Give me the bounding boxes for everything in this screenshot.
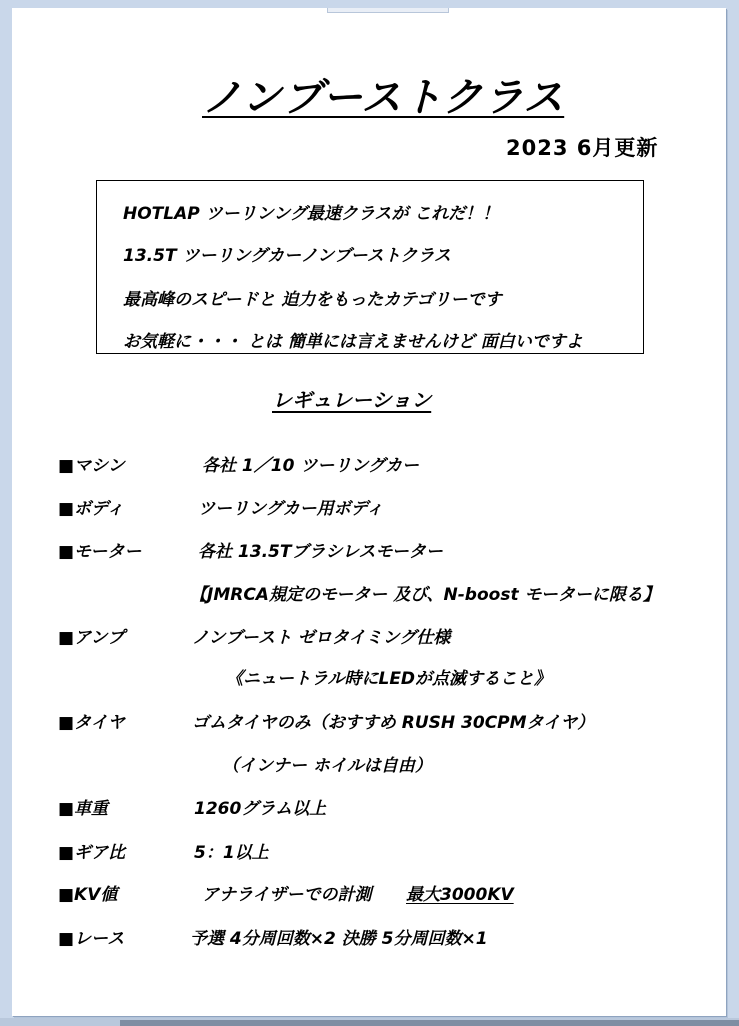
- tire-note: （インナー ホイルは自由）: [222, 756, 432, 776]
- tire-label: ■タイヤ: [58, 713, 125, 733]
- kv-value: アナライザーでの計測: [202, 885, 372, 905]
- body-value: ツーリングカー用ボディ: [198, 499, 384, 519]
- tire-value: ゴムタイヤのみ（おすすめ RUSH 30CPMタイヤ）: [192, 713, 595, 733]
- machine-value: 各社 1／10 ツーリングカー: [202, 456, 419, 476]
- weight-value: 1260グラム以上: [194, 799, 327, 819]
- document-page: [12, 8, 726, 1016]
- ruler-tab: [327, 8, 449, 13]
- update-note: 2023 6月更新: [506, 136, 659, 160]
- amp-note: 《ニュートラル時にLEDが点滅すること》: [226, 669, 552, 689]
- intro-line-3: 最高峰のスピードと 迫力をもったカテゴリーです: [123, 290, 502, 310]
- horizontal-scrollbar[interactable]: [0, 1018, 739, 1026]
- intro-line-4: お気軽に・・・ とは 簡単には言えませんけど 面白いですよ: [123, 332, 583, 352]
- body-label: ■ボディ: [58, 499, 124, 519]
- intro-box: [96, 180, 644, 354]
- amp-value: ノンブースト ゼロタイミング仕様: [192, 628, 451, 648]
- race-label: ■レース: [58, 929, 125, 949]
- gear-label: ■ギア比: [58, 843, 126, 863]
- regulation-heading: レギュレーション: [272, 388, 432, 412]
- amp-label: ■アンプ: [58, 628, 125, 648]
- motor-label: ■モーター: [58, 542, 142, 562]
- kv-max-value: 最大3000KV: [406, 885, 514, 905]
- page-title: ノンブーストクラス: [202, 75, 565, 121]
- race-value: 予選 4分周回数×2 決勝 5分周回数×1: [190, 929, 488, 949]
- intro-line-2: 13.5T ツーリングカーノンブーストクラス: [123, 246, 451, 266]
- intro-line-1: HOTLAP ツーリンング最速クラスが これだ！！: [123, 204, 500, 224]
- machine-label: ■マシン: [58, 456, 125, 476]
- kv-label: ■KV値: [58, 885, 118, 905]
- motor-note: 【JMRCA規定のモーター 及び、N-boost モーターに限る】: [190, 585, 660, 605]
- gear-value: 5：1以上: [194, 843, 269, 863]
- motor-value: 各社 13.5Tブラシレスモーター: [198, 542, 443, 562]
- scrollbar-thumb[interactable]: [120, 1020, 739, 1026]
- weight-label: ■車重: [58, 799, 109, 819]
